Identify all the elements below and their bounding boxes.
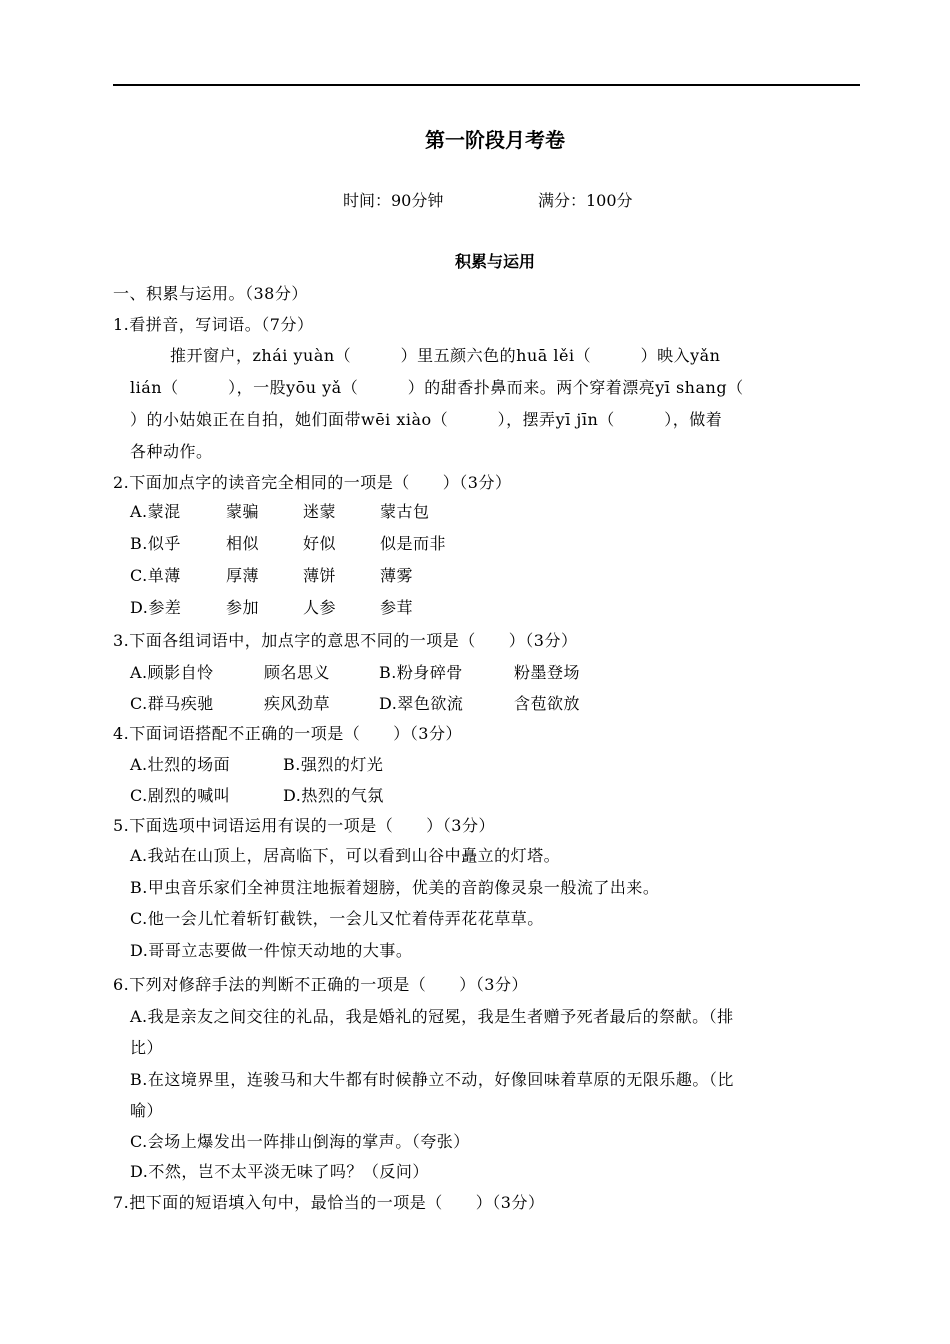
q2-option-word: C.单薄	[130, 566, 181, 585]
q3-option-word: 含苞欲放	[514, 694, 581, 713]
q3-option-word: 粉墨登场	[514, 663, 581, 682]
q6-option-line: C.会场上爆发出一阵排山倒海的掌声。（夸张）	[130, 1132, 470, 1151]
q5-stem: 5.下面选项中词语运用有误的一项是（ ）（3分）	[113, 816, 495, 835]
q2-option-word: 似是而非	[380, 534, 447, 553]
q2-stem: 2.下面加点字的读音完全相同的一项是（ ）（3分）	[113, 473, 512, 492]
q2-option-word: 好似	[303, 534, 337, 553]
exam-full-score: 满分：100分	[538, 191, 633, 210]
q3-option-word: C.群马疾驰	[130, 694, 214, 713]
q3-option-word: A.顾影自怜	[130, 663, 214, 682]
q2-option-word: 参加	[226, 598, 260, 617]
q5-option: C.他一会儿忙着斩钉截铁，一会儿又忙着侍弄花花草草。	[130, 909, 544, 928]
q3-option-word: 顾名思义	[264, 663, 331, 682]
q5-option: D.哥哥立志要做一件惊天动地的大事。	[130, 941, 413, 960]
q6-stem: 6.下列对修辞手法的判断不正确的一项是（ ）（3分）	[113, 975, 528, 994]
q1-stem: 1.看拼音，写词语。（7分）	[113, 315, 314, 334]
q4-option-word: B.强烈的灯光	[283, 755, 384, 774]
q4-option-word: C.剧烈的喊叫	[130, 786, 231, 805]
q7-stem: 7.把下面的短语填入句中，最恰当的一项是（ ）（3分）	[113, 1193, 545, 1212]
section-title: 积累与运用	[454, 252, 535, 271]
q5-option: B.甲虫音乐家们全神贯注地振着翅膀，优美的音韵像灵泉一般流了出来。	[130, 878, 660, 897]
q1-line: 推开窗户，zhái yuàn（ ）里五颜六色的huā lěi（ ）映入yǎn	[170, 346, 721, 365]
q2-option-word: 相似	[226, 534, 260, 553]
q3-option-word: 疾风劲草	[264, 694, 331, 713]
q6-option-line: A.我是亲友之间交往的礼品，我是婚礼的冠冕，我是生者赠予死者最后的祭献。（排	[130, 1007, 734, 1026]
q2-option-word: D.参差	[130, 598, 182, 617]
header-rule	[113, 84, 860, 86]
q1-line: ）的小姑娘正在自拍，她们面带wēi xiào（ ），摆弄yī jīn（ ），做着	[130, 410, 723, 429]
q2-option-word: 人参	[303, 598, 337, 617]
q2-option-word: 蒙古包	[380, 502, 430, 521]
q2-option-word: 迷蒙	[303, 502, 337, 521]
q2-option-word: B.似乎	[130, 534, 181, 553]
part1-heading: 一、积累与运用。（38分）	[113, 284, 308, 303]
exam-time: 时间：90分钟	[343, 191, 444, 210]
q2-option-word: 薄饼	[303, 566, 337, 585]
page-title: 第一阶段月考卷	[425, 128, 565, 152]
q2-option-word: A.蒙混	[130, 502, 181, 521]
q6-option-line: D.不然，岂不太平淡无味了吗？（反问）	[130, 1162, 429, 1181]
q6-option-line: 比）	[130, 1038, 164, 1057]
q4-option-word: D.热烈的气氛	[283, 786, 384, 805]
q3-option-word: D.翠色欲流	[379, 694, 464, 713]
q6-option-line: B.在这境界里，连骏马和大牛都有时候静立不动，好像回味着草原的无限乐趣。（比	[130, 1070, 734, 1089]
q3-stem: 3.下面各组词语中，加点字的意思不同的一项是（ ）（3分）	[113, 631, 578, 650]
q2-option-word: 厚薄	[226, 566, 260, 585]
q2-option-word: 参茸	[380, 598, 414, 617]
q4-stem: 4.下面词语搭配不正确的一项是（ ）（3分）	[113, 724, 462, 743]
q5-option: A.我站在山顶上，居高临下，可以看到山谷中矗立的灯塔。	[130, 846, 561, 865]
q2-option-word: 蒙骗	[226, 502, 260, 521]
q6-option-line: 喻）	[130, 1101, 164, 1120]
q2-option-word: 薄雾	[380, 566, 414, 585]
q1-line: lián（ ），一股yōu yǎ（ ）的甜香扑鼻而来。两个穿着漂亮yī shang（	[130, 378, 744, 397]
q4-option-word: A.壮烈的场面	[130, 755, 231, 774]
q3-option-word: B.粉身碎骨	[379, 663, 463, 682]
q1-line: 各种动作。	[130, 442, 213, 461]
